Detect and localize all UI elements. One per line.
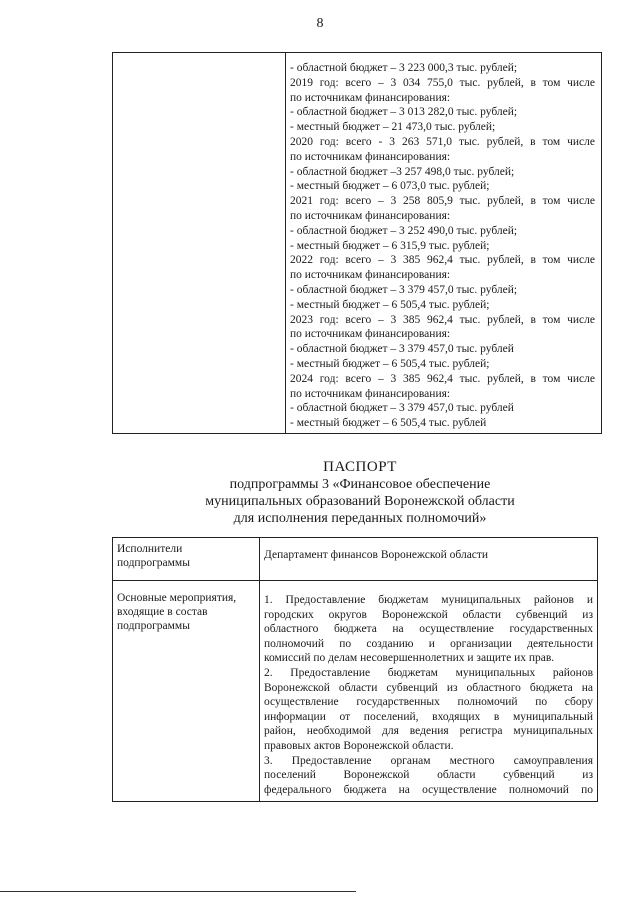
- financing-line: - местный бюджет – 6 505,4 тыс. рублей;: [290, 357, 490, 370]
- activities-label-line: Основные мероприятия,: [117, 592, 237, 604]
- executors-value-cell: [260, 538, 598, 581]
- passport-table: [112, 537, 598, 802]
- activity-line: комиссий по делам несовершеннолетних и защите их прав.: [264, 652, 555, 665]
- passport-subtitle-line: для исполнения переданных полномочий»: [233, 511, 487, 526]
- table-row: [113, 538, 598, 581]
- financing-line: 2022 год: всего – 3 385 962,4 тыс. рублей, в том числе: [290, 254, 595, 267]
- financing-value-cell: [286, 53, 602, 434]
- activity-line: федерального бюджета на осуществление полномочий по: [264, 783, 593, 796]
- financing-line: по источникам финансирования:: [290, 209, 451, 222]
- financing-line: - областной бюджет – 3 252 490,0 тыс. рублей;: [290, 224, 518, 237]
- financing-line: - местный бюджет – 6 505,4 тыс. рублей;: [290, 298, 490, 311]
- activities-lines: [264, 593, 593, 797]
- activities-label-line: подпрограммы: [117, 620, 190, 632]
- executors-value: Департамент финансов Воронежской области: [264, 549, 489, 561]
- financing-line: 2023 год: всего – 3 385 962,4 тыс. рублей, в том числе: [290, 313, 595, 326]
- financing-line: - областной бюджет –3 257 498,0 тыс. рублей;: [290, 165, 515, 178]
- financing-line: по источникам финансирования:: [290, 269, 451, 282]
- financing-line: 2021 год: всего – 3 258 805,9 тыс. рублей, в том числе: [290, 195, 595, 208]
- activity-line: полномочий по созданию и организации деятельности: [264, 637, 593, 650]
- passport-subtitle-line: муниципальных образований Воронежской области: [205, 494, 515, 509]
- activity-line: городских округов Воронежской области субвенций из: [264, 608, 593, 621]
- footer-divider: [0, 891, 356, 892]
- financing-line: - местный бюджет – 21 473,0 тыс. рублей;: [290, 121, 496, 134]
- financing-lines: [290, 61, 595, 431]
- executors-label-line: подпрограммы: [117, 557, 190, 569]
- financing-line: - местный бюджет – 6 073,0 тыс. рублей;: [290, 180, 490, 193]
- activity-line: осуществление государственных полномочий по сбору: [264, 696, 593, 709]
- financing-line: - областной бюджет – 3 379 457,0 тыс. рублей: [290, 402, 514, 415]
- executors-label-line: Исполнители: [117, 543, 183, 555]
- activity-line: 1. Предоставление бюджетам муниципальных районов и: [264, 594, 593, 606]
- financing-line: по источникам финансирования:: [290, 387, 451, 400]
- activities-value-cell: [260, 581, 598, 802]
- activity-line: поселений Воронежской области субвенций из: [264, 769, 593, 782]
- financing-line: - местный бюджет – 6 315,9 тыс. рублей;: [290, 239, 490, 252]
- financing-line: - областной бюджет – 3 379 457,0 тыс. рублей: [290, 343, 514, 356]
- financing-line: 2020 год: всего - 3 263 571,0 тыс. рублей, в том числе: [290, 135, 595, 148]
- passport-heading: [110, 458, 610, 527]
- financing-line: по источникам финансирования:: [290, 91, 451, 104]
- passport-title: ПАСПОРТ: [323, 459, 397, 475]
- activity-line: 3. Предоставление органам местного самоуправления: [264, 754, 593, 767]
- financing-line: - областной бюджет – 3 223 000,3 тыс. рублей;: [290, 62, 518, 74]
- activity-line: Воронежской области субвенций из областного бюджета на: [264, 681, 593, 694]
- activity-line: областного бюджета на осуществление государственных: [264, 623, 593, 636]
- passport-subtitle-line: подпрограммы 3 «Финансовое обеспечение: [229, 477, 491, 492]
- financing-line: по источникам финансирования:: [290, 150, 451, 163]
- activity-line: 2. Предоставление бюджетам муниципальных районов: [264, 666, 593, 679]
- activity-line: правовых актов Воронежской области.: [264, 739, 454, 752]
- activities-label: [113, 581, 260, 802]
- table-row: [113, 581, 598, 802]
- financing-line: по источникам финансирования:: [290, 328, 451, 341]
- financing-label-cell: [113, 53, 286, 434]
- financing-line: - областной бюджет – 3 379 457,0 тыс. рублей;: [290, 283, 518, 296]
- executors-label: [113, 538, 260, 581]
- financing-line: 2024 год: всего – 3 385 962,4 тыс. рублей, в том числе: [290, 372, 595, 385]
- financing-line: 2019 год: всего – 3 034 755,0 тыс. рублей, в том числе: [290, 76, 595, 89]
- financing-table: [112, 52, 602, 434]
- financing-line: - областной бюджет – 3 013 282,0 тыс. рублей;: [290, 106, 518, 119]
- page-number: 8: [316, 16, 324, 31]
- financing-line: - местный бюджет – 6 505,4 тыс. рублей: [290, 417, 487, 430]
- activities-label-line: входящие в состав: [117, 606, 208, 618]
- activity-line: информации от поселений, входящих в муниципальный: [264, 710, 593, 723]
- activity-line: район, необходимой для ведения регистра муниципальных: [264, 725, 593, 738]
